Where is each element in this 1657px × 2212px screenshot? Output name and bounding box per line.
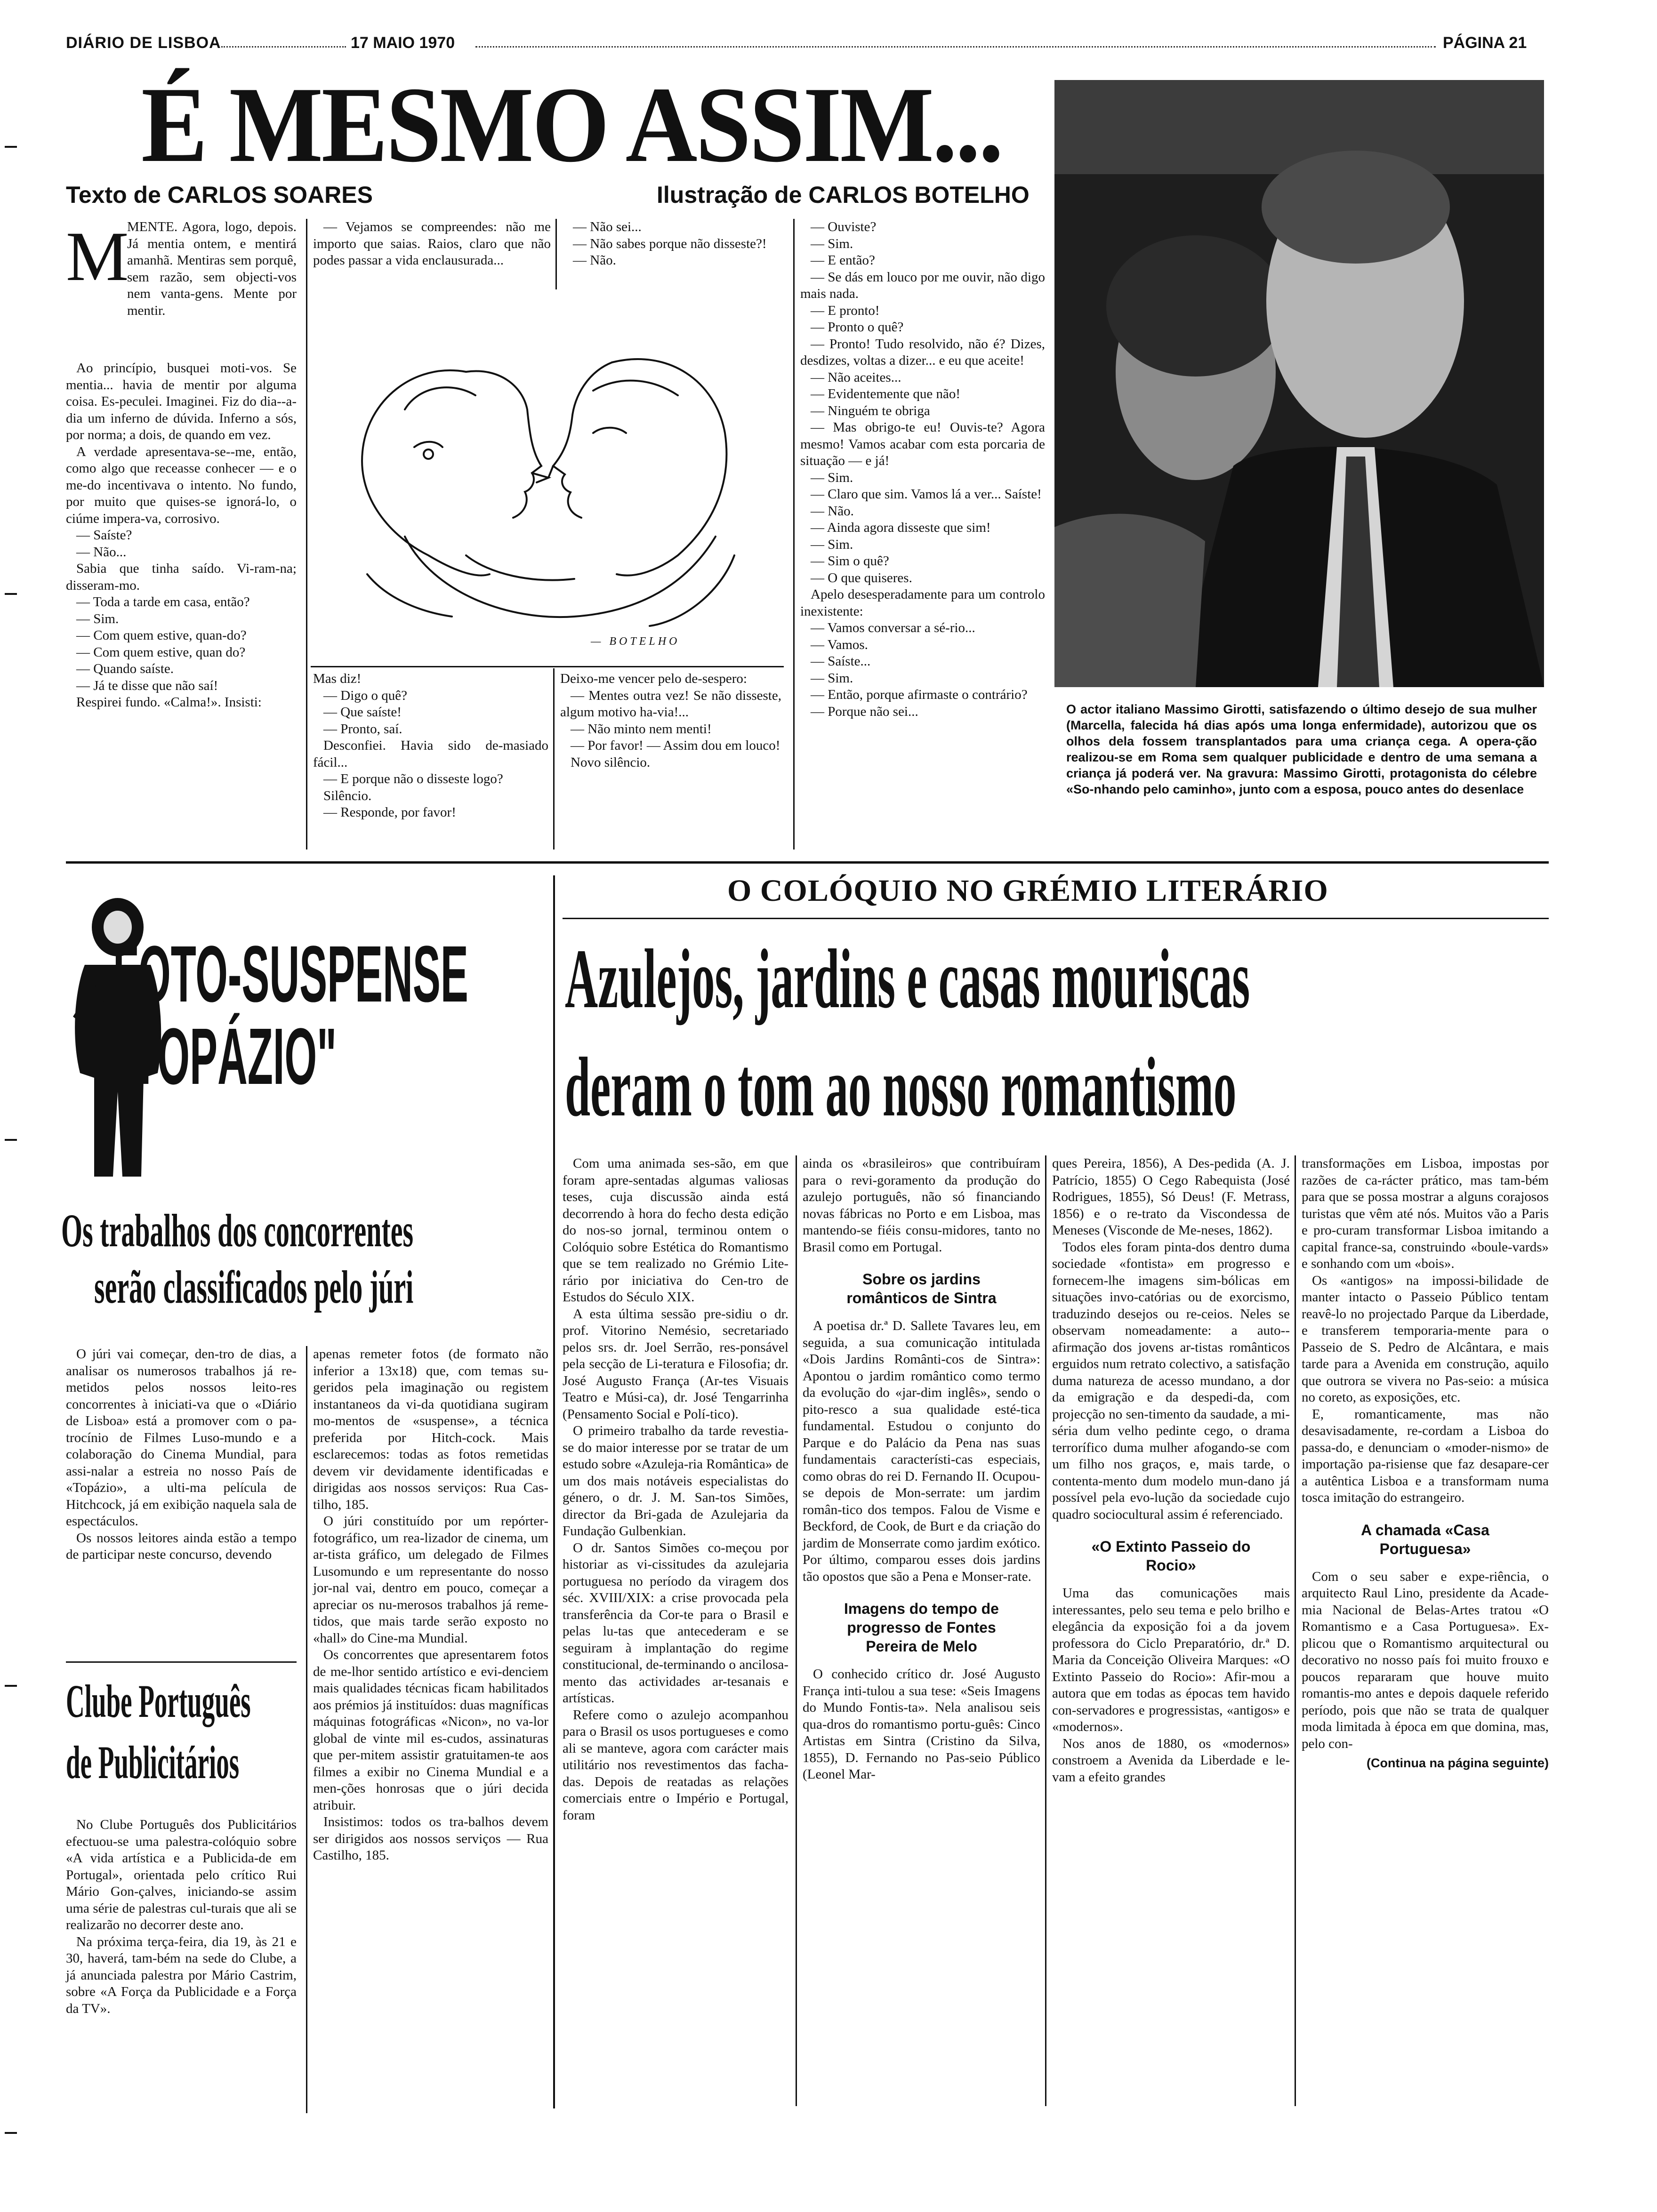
paragraph: — Pronto, saí. — [323, 721, 402, 737]
paragraph: Os nossos leitores ainda estão a tempo de participar neste concurso, devendo — [66, 1530, 297, 1562]
masthead-paper-name: DIÁRIO DE LISBOA — [66, 34, 221, 52]
coloquio-column-4 — [1302, 1155, 1549, 1772]
paragraph: O primeiro trabalho da tarde revestia-se do maior interesse por se tratar de um estudo sobre «Azuleja-ria Romântica» de um dos mais notáveis especialistas do género, o dr. J. M. San-tos Simões, director da Bri-gada de Azulejaria da Fundação Gulbenkian. — [563, 1423, 788, 1539]
paragraph: A verdade apresentava-se--me, então, como algo que receasse conhecer — e o me-do incentivava o intento. No fundo, por muito que quises-se ignorá-lo, o ciúme impera-va, corrosivo. — [66, 444, 297, 526]
paragraph: — Saíste? — [76, 528, 132, 543]
top-story-column-3-top — [563, 219, 779, 269]
paragraph: Refere como o azulejo acompanhou para o Brasil os usos portugueses e como ali se manteve, agora com carácter mais utilitário nos revestimentos das facha-das. Depois de reatadas as relações comerciais entre o Império e Portugal, foram — [563, 1707, 788, 1823]
photo-massimo-girotti — [1054, 80, 1544, 687]
margin-tick — [5, 146, 17, 148]
paragraph: apenas remeter fotos (de formato não inferior a 13x18) que, com temas su-geridos pela imaginação ou registem instantaneos da vi-da quotidiana sugiram mo-mentos de «suspense», a técnica preferida por Hitch-cock. Mais esclarecemos: todas as fotos remetidas devem vir devidamente identificadas e dirigidas aos nossos serviços: Rua Cas-tilho, 185. — [313, 1346, 548, 1512]
section-divider — [66, 861, 1549, 864]
paragraph: ainda os «brasileiros» que contribuíram para o revi-goramento da produção do azulejo português, não só financiando novas fábricas no Porto e em Lisboa, mas mantendo-se fiéis consu-midores, tanto no Brasil como em Portugal. — [803, 1156, 1040, 1255]
paragraph: — Evidentemente que não! — [811, 386, 961, 401]
continued-notice: (Continua na página seguinte) — [1366, 1756, 1549, 1770]
paragraph: — Ainda agora disseste que sim! — [811, 520, 991, 535]
top-story-title: É MESMO ASSIM... — [141, 64, 1002, 184]
foto-suspense-subtitle: "TOPÁZIO" — [113, 1012, 337, 1101]
illustration-signature: — BOTELHO — [591, 635, 680, 648]
coloquio-kicker: O COLÓQUIO NO GRÉMIO LITERÁRIO — [727, 874, 1328, 908]
margin-tick — [5, 593, 17, 595]
paragraph: — Então, porque afirmaste o contrário? — [811, 687, 1028, 702]
paragraph: — Mas obrigo-te eu! Ouvis-te? Agora mesmo! Vamos acabar com esta porcaria de situação — e já! — [800, 420, 1045, 468]
paragraph: Desconfiei. Havia sido de-masiado fácil... — [313, 738, 548, 770]
paragraph: — Claro que sim. Vamos lá a ver... Saíste! — [811, 487, 1042, 502]
paragraph: — Ninguém te obriga — [811, 403, 930, 418]
paragraph: O júri vai começar, den-tro de dias, a analisar os numerosos trabalhos já re-metidos pelos nossos leito-res concorrentes à iniciati-va que o «Diário de Lisboa» está a promover com o pa-trocínio de Filmes Luso-mundo e a colaboração do Cinema Mundial, para assi-nalar a estreia no nosso País de «Topázio», a ulti-ma película de Hitchcock, já em exibição naquela sala de espectáculos. — [66, 1346, 297, 1529]
coloquio-headline-1: Azulejos, jardins e casas mouriscas — [565, 932, 1250, 1026]
top-story-column-2-top — [313, 219, 551, 269]
coloquio-column-3 — [1052, 1155, 1290, 1786]
paragraph: — Sim. — [811, 236, 853, 251]
kicker-underline — [563, 918, 1549, 919]
paragraph: — Se dás em louco por me ouvir, não digo mais nada. — [800, 269, 1045, 301]
paragraph: Ao princípio, busquei moti-vos. Se mentia... havia de mentir por alguma coisa. Es-peculei. Imaginei. Fiz do dia--a-dia um inferno de dúvida. Inferno a sós, por norma; a dois, de quando em vez. — [66, 361, 297, 442]
paragraph: No Clube Português dos Publicitários efectuou-se uma palestra-colóquio sobre «A vida artística e a Publicida-de em Portugal», orientada pelo crítico Rui Mário Gon-çalves, iniciando-se assim uma série de palestras cul-turais que ali se realizarão no decorrer deste ano. — [66, 1817, 297, 1932]
paragraph: — Digo o quê? — [323, 688, 407, 703]
coloquio-column-1 — [563, 1155, 788, 1824]
margin-tick — [5, 1139, 17, 1141]
paragraph: Com o seu saber e expe-riência, o arquitecto Raul Lino, presidente da Acade-mia Nacional de Belas-Artes tratou «O Romantismo e a Casa Portuguesa». Ex-plicou que o Romantismo arquitectural ou decorativo no nosso país foi muito frouxo e poucos repararam que houve muito romantis-mo antes e depois daquele referido período, pois que não se trata de qualquer moda limitada à época em que domina, mas, pelo con- — [1302, 1569, 1549, 1751]
paragraph: — Pronto o quê? — [811, 320, 904, 335]
paragraph: — Não... — [76, 544, 127, 560]
paragraph: E, romanticamente, mas não desavisadamente, re-cordam a Lisboa do passa-do, e denunciam o «moder-nismo» de importação pa-risiense que faz desapare-cer a autêntica Lisboa e a transformam numa tosca imitação do estrangeiro. — [1302, 1406, 1549, 1505]
byline-text: Texto de CARLOS SOARES — [66, 182, 373, 208]
paragraph: — E pronto! — [811, 303, 880, 318]
paragraph: Mas diz! — [313, 671, 362, 686]
top-story-column-1-cont — [66, 360, 297, 711]
paragraph: — Ouviste? — [811, 219, 877, 234]
paragraph: A esta última sessão pre-sidiu o dr. prof. Vitorino Nemésio, secretariado pelos srs. dr. Joel Serrão, res-ponsável pela secção de Li-teratura e Filosofia; dr. José Augusto França (Ar-tes Visuais Teatro e Músi-ca), dr. José Tengarrinha (Pensamento Social e Polí-tico). — [563, 1306, 788, 1422]
masthead-page-number: PÁGINA 21 — [1443, 34, 1527, 52]
paragraph: — Não aceites... — [811, 369, 901, 385]
paragraph: Deixo-me vencer pelo de-sespero: — [560, 671, 747, 686]
column-rule — [793, 219, 795, 850]
paragraph: Novo silêncio. — [571, 754, 651, 770]
margin-tick — [5, 2132, 17, 2134]
subhead-passeio-rocio: «O Extinto Passeio do Rocio» — [1091, 1538, 1251, 1574]
margin-tick — [5, 1685, 17, 1687]
column-rule — [306, 1346, 307, 2113]
masthead-dots-right — [475, 46, 1436, 48]
clube-headline-2: de Publicitários — [66, 1736, 240, 1788]
paragraph: O júri constituído por um repórter-fotográfico, um rea-lizador de cinema, um ar-tista gráfico, um delegado de Filmes Lusomundo e um representante do nosso jor-nal vai, dentro em pouco, começar a apreciar os nu-merosos trabalhos já reme-tidos, que mais tarde serão exposto no «hall» do Cine-ma Mundial. — [313, 1514, 548, 1646]
paragraph: Apelo desesperadamente para um controlo inexistente: — [800, 587, 1045, 619]
paragraph: — Com quem estive, quan do? — [76, 644, 246, 660]
section-rule — [311, 666, 784, 667]
paragraph: Insistimos: todos os tra-balhos devem ser dirigidos aos nossos serviços — Rua Castilho, 185. — [313, 1814, 548, 1863]
paragraph: — Sim. — [811, 537, 853, 552]
paragraph: Com uma animada ses-são, em que foram apre-sentadas algumas valiosas teses, cuja discussão ainda está decorrendo à hora do fecho desta edição do nos-so jornal, terminou ontem o Colóquio sobre Estética do Romantismo que se tem realizado no Grémio Lite-rário por iniciativa do Cen-tro de Estudos do Século XIX. — [563, 1156, 788, 1305]
column-rule — [553, 668, 555, 850]
paragraph: Sabia que tinha saído. Vi-ram-na; disseram-mo. — [66, 561, 297, 593]
paragraph: Os «antigos» na impossi-bilidade de manter intacto o Passeio Público tentam reavê-lo no projectado Parque da Liberdade, e transferem temporaria-mente para o Passeio de S. Pedro de Alcântara, e mais tarde para a Avenida em construção, aquilo que outrora se vivera no Pas-seio: a música no coreto, as exposições, etc. — [1302, 1273, 1549, 1405]
paragraph: ques Pereira, 1856), A Des-pedida (A. J. Patrício, 1855) O Cego Rabequista (José Rodrigues, 1855), Só Deus! (F. Metrass, 1856) e o re-trato da Viscondessa de Meneses (Visconde de Me-neses, 1862). — [1052, 1156, 1290, 1238]
paragraph: — Pronto! Tudo resolvido, não é? Dizes, desdizes, voltas a dizer... e eu que aceite! — [800, 336, 1045, 368]
paragraph: — Mentes outra vez! Se não disseste, algum motivo ha-via!... — [560, 688, 781, 720]
section-column-rule — [553, 875, 555, 2108]
paragraph: Respirei fundo. «Calma!». Insisti: — [76, 695, 262, 710]
column-rule — [1295, 1155, 1296, 2106]
column-rule — [1045, 1155, 1046, 2106]
paragraph: MENTE. Agora, logo, depois. Já mentia ontem, e mentirá amanhã. Mentiras sem porquê, sem razão, sem objecti-vos nem vanta-gens. Mente por mentir. — [127, 219, 297, 318]
paragraph: — Toda a tarde em casa, então? — [76, 594, 250, 609]
subhead-casa-portuguesa: A chamada «Casa Portuguesa» — [1361, 1521, 1489, 1557]
paragraph: — Porque não sei... — [811, 704, 918, 719]
paragraph: Uma das comunicações mais interessantes, pelo seu tema e pelo brilho e elegância da exposição foi a da jovem professora do Ciclo Preparatório, dr.ª D. Maria da Conceição Oliveira Marques: «O Extinto Passeio do Rocio»: Afir-mou a autora que em todas as épocas tem havido con-servadores e progressistas, «antigos» e «modernos». — [1052, 1586, 1290, 1734]
masthead-date: 17 MAIO 1970 — [351, 34, 455, 52]
top-story-column-3-bottom — [560, 671, 781, 771]
paragraph: — Com quem estive, quan-do? — [76, 628, 247, 643]
paragraph: — Não sabes porque não disseste?! — [573, 236, 767, 251]
masthead-dots — [221, 46, 346, 48]
paragraph: Todos eles foram pinta-dos dentro duma sociedade «fontista» em progresso e fornecem-lhe imagens sim-bólicas em situações invo-catórias ou de exorcismo, traduzindo desejos ou re-ceios. Neles se observam nomeadamente: a auto--afirmação dos jovens ar-tistas românticos erguidos num retrato colectivo, a satisfação duma natureza de acesso mundano, a dor da emigração e da despedi-da, com projecção no sen-timento da saudade, a mi-séria dum velho pedinte cego, o drama terrorífico duma mulher afogando-se com um filho nos graços, e, mais tarde, o contenta-mento dum modelo mun-dano já possível pela evo-lução da sociedade cujo quadro sociocultural assim é referenciado. — [1052, 1239, 1290, 1522]
drop-cap: M — [66, 217, 129, 296]
paragraph: Silêncio. — [323, 788, 372, 803]
paragraph: — Sim. — [811, 670, 853, 686]
paragraph: Na próxima terça-feira, dia 19, às 21 e 30, haverá, tam-bém na sede do Clube, a já anunciada palestra por Mário Castrim, sobre «A Força da Publicidade e a Força da TV». — [66, 1934, 297, 2016]
foto-suspense-column-2 — [313, 1346, 548, 1864]
paragraph: — Responde, por favor! — [323, 805, 456, 820]
paragraph: — Não. — [573, 253, 616, 268]
clube-headline-1: Clube Português — [66, 1675, 251, 1727]
paragraph: A poetisa dr.ª D. Sallete Tavares leu, em seguida, a sua comunicação intitulada «Dois Jardins Românti-cos de Sintra»: Apontou o jardim romântico como termo da evolução do «jar-dim inglês», sendo o pito-resco a sua qualidade esté-tica fundamental. Estudou o conjunto do Parque e do Palácio da Pena nas suas fundamentais característi-cas especiais, como obras do rei D. Fernando II. Ocupou-se depois de Mon-serrate: um jardim român-tico dos tempos. Falou de Visme e Beckford, de Cook, de Burt e da criação do jardim de Monserrate como jardim exótico. Por último, comparou esses dois jardins tão opostos que são a Pena e Monser-rate. — [803, 1318, 1040, 1584]
foto-suspense-column-1 — [66, 1346, 297, 1563]
paragraph: O conhecido crítico dr. José Augusto França inti-tulou a sua tese: «Seis Imagens do Mundo Fontis-ta». Nela analisou seis qua-dros do romantismo portu-guês: Cinco Artistas em Sintra (Cristino da Silva, 1855), D. Fernando no Pas-seio Público (Leonel Mar- — [803, 1667, 1040, 1782]
paragraph: Nos anos de 1880, os «modernos» constroem a Avenida da Liberdade e le-vam a efeito grandes — [1052, 1736, 1290, 1785]
paragraph: — Não. — [811, 503, 854, 519]
photo-caption: O actor italiano Massimo Girotti, satisfazendo o último desejo de sua mulher (Marcella, falecida há dias após uma longa enfermidade), autorizou que os olhos dela fossem transplantados para uma criança cega. A opera-ção realizou-se em Roma sem qualquer publicidade e dentro de uma semana a criança já poderá ver. Na gravura: Massimo Girotti, protagonista do célebre «So-nhando pelo caminho», junto com a esposa, pouco antes do desenlace — [1066, 702, 1537, 796]
paragraph: — O que quiseres. — [811, 570, 912, 585]
paragraph: — Já te disse que não saí! — [76, 678, 218, 693]
column-rule — [796, 1155, 797, 2106]
paragraph: — Não minto nem menti! — [571, 721, 712, 737]
subhead-jardins: Sobre os jardins românticos de Sintra — [846, 1271, 997, 1306]
coloquio-headline-2: deram o tom ao nosso romantismo — [565, 1040, 1237, 1134]
top-story-column-4 — [800, 219, 1045, 720]
foto-suspense-headline-1: Os trabalhos dos concorrentes — [61, 1204, 414, 1257]
paragraph: — E então? — [811, 253, 875, 268]
byline-illustration: Ilustração de CARLOS BOTELHO — [657, 182, 1030, 208]
paragraph: — Quando saíste. — [76, 661, 174, 676]
clube-column — [66, 1817, 297, 2017]
paragraph: — Sim. — [811, 470, 853, 485]
subhead-fontes: Imagens do tempo de progresso de Fontes Pereira de Melo — [844, 1600, 999, 1655]
top-story-column-2-bottom — [313, 671, 548, 821]
paragraph: — Sim o quê? — [811, 553, 889, 569]
top-story-column-1 — [127, 219, 297, 319]
paragraph: O dr. Santos Simões co-meçou por historiar as vi-cissitudes da azulejaria portuguesa no período da viragem dos séc. XVIII/XIX: a crise provocada pela transferência da Cor-te para o Brasil e pelas lu-tas que antecederam e se seguiram à implantação do regime constitucional, de-terminando o ancilosa-mento das actividades ar-tesanais e artísticas. — [563, 1540, 788, 1706]
line-drawing-illustration — [311, 292, 781, 668]
paragraph: — Que saíste! — [323, 705, 402, 720]
paragraph: — Saíste... — [811, 654, 871, 669]
paragraph: — Não sei... — [573, 219, 642, 234]
foto-suspense-headline-2: serão classificados pelo júri — [94, 1261, 414, 1313]
column-rule — [555, 219, 557, 289]
paragraph: — Vamos conversar a sé-rio... — [811, 620, 975, 635]
paragraph: — Vamos. — [811, 637, 868, 652]
clube-top-rule — [66, 1661, 297, 1663]
paragraph: — Sim. — [76, 611, 119, 626]
paragraph: transformações em Lisboa, impostas por razões de ca-rácter prático, mas tam-bém para que se possa mostrar a alguns corajosos turistas que vêm até nós. Muitos vão a Paris e pro-curam transformar Lisboa imitando a capital france-sa, construindo «boule-vards» e sonhando com um «bois». — [1302, 1156, 1549, 1271]
column-rule — [306, 219, 307, 850]
foto-suspense-title: FOTO-SUSPENSE — [113, 930, 468, 1019]
coloquio-column-2 — [803, 1155, 1040, 1783]
paragraph: Os concorrentes que apresentarem fotos de me-lhor sentido artístico e evi-denciem mais qualidades técnicas ficam habilitados aos prémios já instituídos: duas magníficas máquinas fotográficas «Nicon», no va-lor global de vinte mil es-cudos, assinaturas que per-mitem assistir gratuitamen-te aos filmes a exibir no Cinema Mundial e a men-ções honrosas que o júri decida atribuir. — [313, 1647, 548, 1813]
paragraph: — Vejamos se compreendes: não me importo que saias. Raios, claro que não podes passar a vida enclausurada... — [313, 219, 551, 268]
paragraph: — Por favor! — Assim dou em louco! — [571, 738, 780, 753]
paragraph: — E porque não o disseste logo? — [323, 771, 503, 786]
